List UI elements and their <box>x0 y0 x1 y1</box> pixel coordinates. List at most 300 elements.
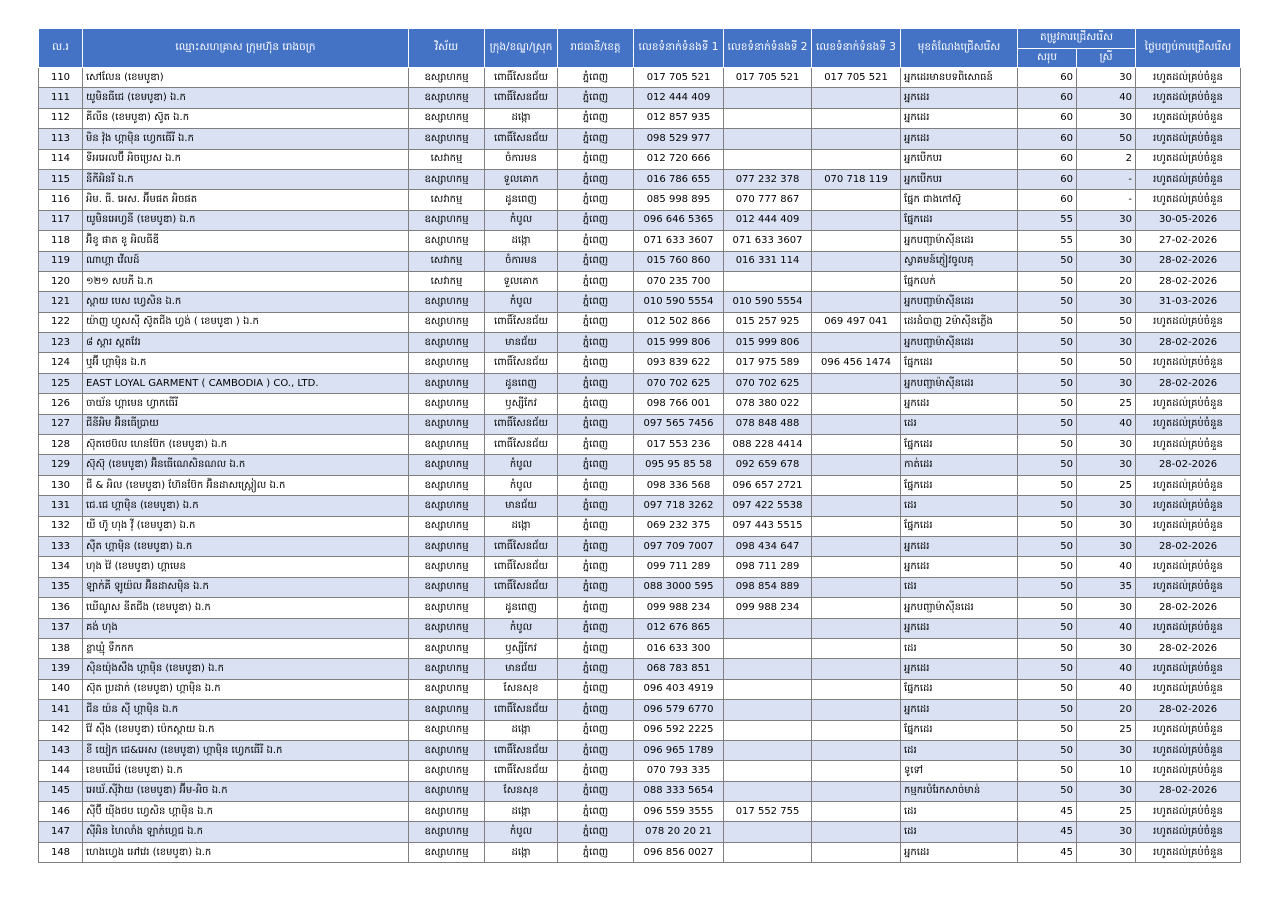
cell-deadline: រហូតដល់គ្រប់ចំនួន <box>1136 190 1241 210</box>
cell-phone2 <box>724 720 812 740</box>
cell-no: 120 <box>39 271 83 291</box>
cell-phone2 <box>724 618 812 638</box>
cell-name: សៅលែន (ខេមបូឌា) <box>83 68 409 88</box>
cell-province: ភ្នំពេញ <box>558 802 634 822</box>
cell-female: 40 <box>1077 679 1136 699</box>
table-row <box>39 700 1241 720</box>
header-recruit: តម្រូវការជ្រើសរើស <box>1018 29 1136 49</box>
cell-phone1: 015 999 806 <box>634 333 724 353</box>
cell-deadline: រហូតដល់គ្រប់ចំនួន <box>1136 108 1241 128</box>
cell-deadline: រហូតដល់គ្រប់ចំនួន <box>1136 394 1241 414</box>
cell-deadline: រហូតដល់គ្រប់ចំនួន <box>1136 475 1241 495</box>
table-row <box>39 679 1241 699</box>
cell-deadline: រហូតដល់គ្រប់ចំនួន <box>1136 618 1241 638</box>
cell-female: - <box>1077 190 1136 210</box>
cell-no: 121 <box>39 292 83 312</box>
cell-phone3 <box>812 251 901 271</box>
cell-province: ភ្នំពេញ <box>558 292 634 312</box>
cell-phone2 <box>724 842 812 862</box>
cell-total: 50 <box>1018 781 1077 801</box>
cell-deadline: រហូតដល់គ្រប់ចំនួន <box>1136 802 1241 822</box>
cell-no: 124 <box>39 353 83 373</box>
cell-province: ភ្នំពេញ <box>558 475 634 495</box>
table-row <box>39 740 1241 760</box>
cell-province: ភ្នំពេញ <box>558 169 634 189</box>
cell-total: 50 <box>1018 271 1077 291</box>
cell-no: 118 <box>39 231 83 251</box>
cell-female: 25 <box>1077 475 1136 495</box>
cell-phone2 <box>724 659 812 679</box>
cell-name: ចាយ័ន ហ្គាមេន ហ្វាកធើរី <box>83 394 409 414</box>
table-row <box>39 129 1241 149</box>
cell-province: ភ្នំពេញ <box>558 536 634 556</box>
cell-total: 45 <box>1018 802 1077 822</box>
cell-position: ដេរ <box>901 740 1018 760</box>
cell-sector: សេវាកម្ម <box>409 251 485 271</box>
cell-deadline: រហូតដល់គ្រប់ចំនួន <box>1136 761 1241 781</box>
cell-district: ពោធិ៍សែនជ័យ <box>485 129 558 149</box>
cell-name: ជេ.ជេ ហ្គាម៉ិន (ខេមបូឌា) ឯ.ក <box>83 496 409 516</box>
cell-district: ពោធិ៍សែនជ័យ <box>485 435 558 455</box>
cell-province: ភ្នំពេញ <box>558 516 634 536</box>
table-row <box>39 231 1241 251</box>
cell-district: ឫស្សីកែវ <box>485 638 558 658</box>
cell-phone2 <box>724 740 812 760</box>
cell-position: អ្នកបញ្ជាម៉ាស៊ីនដេរ <box>901 598 1018 618</box>
cell-no: 144 <box>39 761 83 781</box>
cell-no: 147 <box>39 822 83 842</box>
cell-name: ខេមឃើរ៉េ (ខេមបូឌា) ឯ.ក <box>83 761 409 781</box>
cell-female: 2 <box>1077 149 1136 169</box>
cell-sector: ឧស្សាហកម្ម <box>409 210 485 230</box>
cell-province: ភ្នំពេញ <box>558 557 634 577</box>
cell-position: ស្វាគមន៍ភ្ញៀវចូលគុ <box>901 251 1018 271</box>
cell-phone1: 016 633 300 <box>634 638 724 658</box>
table-row <box>39 638 1241 658</box>
cell-no: 145 <box>39 781 83 801</box>
cell-phone3 <box>812 536 901 556</box>
header-district: ក្រុង/ខណ្ឌ/ស្រុក <box>485 29 558 68</box>
cell-deadline: រហូតដល់គ្រប់ចំនួន <box>1136 516 1241 536</box>
cell-sector: ឧស្សាហកម្ម <box>409 394 485 414</box>
cell-phone3 <box>812 129 901 149</box>
cell-total: 50 <box>1018 761 1077 781</box>
cell-phone1: 098 336 568 <box>634 475 724 495</box>
cell-phone2: 012 444 409 <box>724 210 812 230</box>
cell-total: 50 <box>1018 598 1077 618</box>
cell-total: 50 <box>1018 659 1077 679</box>
cell-phone3: 070 718 119 <box>812 169 901 189</box>
table-row <box>39 536 1241 556</box>
cell-phone3 <box>812 557 901 577</box>
cell-position: ដេរដំបាញ 2ម៉ាស៊ីនភ្លើង <box>901 312 1018 332</box>
cell-phone1: 098 766 001 <box>634 394 724 414</box>
cell-female: 25 <box>1077 720 1136 740</box>
cell-province: ភ្នំពេញ <box>558 496 634 516</box>
cell-phone2 <box>724 781 812 801</box>
cell-no: 137 <box>39 618 83 638</box>
cell-deadline: 28-02-2026 <box>1136 333 1241 353</box>
cell-sector: សេវាកម្ម <box>409 149 485 169</box>
cell-phone1: 099 988 234 <box>634 598 724 618</box>
cell-phone2 <box>724 271 812 291</box>
cell-deadline: រហូតដល់គ្រប់ចំនួន <box>1136 312 1241 332</box>
cell-sector: ឧស្សាហកម្ម <box>409 333 485 353</box>
cell-name: ស៊ឺត ហ្គាម៉ិន (ខេមបូឌា) ឯ.ក <box>83 536 409 556</box>
cell-phone1: 096 856 0027 <box>634 842 724 862</box>
cell-female: 30 <box>1077 516 1136 536</box>
cell-female: 50 <box>1077 353 1136 373</box>
cell-phone3 <box>812 292 901 312</box>
cell-no: 123 <box>39 333 83 353</box>
table-row <box>39 496 1241 516</box>
cell-no: 117 <box>39 210 83 230</box>
cell-name: យ៉ាញ ហ្វូសស៊ី ស៊ូតជីង ហ្វង់ ( ខេមបូឌា ) ឯ.ក <box>83 312 409 332</box>
cell-phone3 <box>812 679 901 699</box>
cell-phone1: 088 333 5654 <box>634 781 724 801</box>
table-row <box>39 333 1241 353</box>
cell-deadline: រហូតដល់គ្រប់ចំនួន <box>1136 68 1241 88</box>
table-row <box>39 190 1241 210</box>
cell-phone2: 017 705 521 <box>724 68 812 88</box>
cell-no: 135 <box>39 577 83 597</box>
cell-district: ពោធិ៍សែនជ័យ <box>485 312 558 332</box>
cell-total: 50 <box>1018 618 1077 638</box>
cell-no: 129 <box>39 455 83 475</box>
cell-name: ឡាក់គី ឡូយ៉ល អ៊ិនដាសម៉ិន ឯ.ក <box>83 577 409 597</box>
cell-position: អ្នកដេរ <box>901 700 1018 720</box>
cell-total: 50 <box>1018 475 1077 495</box>
cell-no: 131 <box>39 496 83 516</box>
cell-phone3 <box>812 435 901 455</box>
cell-province: ភ្នំពេញ <box>558 251 634 271</box>
cell-deadline: រហូតដល់គ្រប់ចំនួន <box>1136 435 1241 455</box>
cell-phone1: 071 633 3607 <box>634 231 724 251</box>
cell-phone3 <box>812 781 901 801</box>
cell-no: 133 <box>39 536 83 556</box>
cell-phone2 <box>724 88 812 108</box>
cell-province: ភ្នំពេញ <box>558 231 634 251</box>
table-row <box>39 149 1241 169</box>
cell-sector: ឧស្សាហកម្ម <box>409 802 485 822</box>
cell-phone2 <box>724 700 812 720</box>
cell-phone2: 099 988 234 <box>724 598 812 618</box>
cell-district: ទួលគោក <box>485 271 558 291</box>
cell-position: ផ្នែកដេរ <box>901 516 1018 536</box>
cell-province: ភ្នំពេញ <box>558 271 634 291</box>
cell-phone3 <box>812 638 901 658</box>
cell-name: ស៊ុស៊ុ (ខេមបូឌា) អ៊ិនធើណេសិនណល ឯ.ក <box>83 455 409 475</box>
cell-no: 110 <box>39 68 83 88</box>
cell-sector: ឧស្សាហកម្ម <box>409 435 485 455</box>
cell-position: អ្នកដេរ <box>901 88 1018 108</box>
cell-phone3 <box>812 496 901 516</box>
cell-position: អ្នកដេរ <box>901 618 1018 638</box>
cell-phone3 <box>812 740 901 760</box>
cell-name: យូមិនធីជេ (ខេមបូឌា) ឯ.ក <box>83 88 409 108</box>
cell-position: ផ្នែកដេរ <box>901 353 1018 373</box>
cell-deadline: រហូតដល់គ្រប់ចំនួន <box>1136 169 1241 189</box>
cell-deadline: រហូតដល់គ្រប់ចំនួន <box>1136 88 1241 108</box>
table-row <box>39 394 1241 414</box>
cell-female: 25 <box>1077 802 1136 822</box>
cell-province: ភ្នំពេញ <box>558 68 634 88</box>
table-row <box>39 414 1241 434</box>
cell-deadline: 27-02-2026 <box>1136 231 1241 251</box>
cell-position: អ្នកបើកបរ <box>901 169 1018 189</box>
cell-province: ភ្នំពេញ <box>558 190 634 210</box>
cell-female: 30 <box>1077 251 1136 271</box>
cell-sector: ឧស្សាហកម្ម <box>409 353 485 373</box>
cell-deadline: 28-02-2026 <box>1136 781 1241 801</box>
cell-female: 30 <box>1077 455 1136 475</box>
cell-phone3: 096 456 1474 <box>812 353 901 373</box>
cell-phone1: 068 783 851 <box>634 659 724 679</box>
cell-district: ពោធិ៍សែនជ័យ <box>485 353 558 373</box>
cell-position: អ្នកបញ្ជាម៉ាស៊ីនដេរ <box>901 373 1018 393</box>
cell-total: 50 <box>1018 638 1077 658</box>
cell-province: ភ្នំពេញ <box>558 659 634 679</box>
cell-name: ណាហ្គា វើលដ៍ <box>83 251 409 271</box>
cell-name: ខ្លាឃ្មុំ ទឹកកក <box>83 638 409 658</box>
cell-deadline: រហូតដល់គ្រប់ចំនួន <box>1136 659 1241 679</box>
cell-female: 30 <box>1077 496 1136 516</box>
cell-district: កំបូល <box>485 455 558 475</box>
cell-province: ភ្នំពេញ <box>558 414 634 434</box>
cell-phone3 <box>812 373 901 393</box>
cell-district: កំបូល <box>485 475 558 495</box>
cell-phone1: 012 720 666 <box>634 149 724 169</box>
cell-female: 30 <box>1077 740 1136 760</box>
cell-name: ហេងហ្វេង អៅវេរ (ខេមបូឌា) ឯ.ក <box>83 842 409 862</box>
cell-name: នីកីអិនរី ឯ.ក <box>83 169 409 189</box>
cell-no: 148 <box>39 842 83 862</box>
cell-district: ដូនពេញ <box>485 598 558 618</box>
cell-total: 50 <box>1018 516 1077 536</box>
cell-province: ភ្នំពេញ <box>558 598 634 618</box>
cell-position: ដេរ <box>901 577 1018 597</box>
cell-female: 30 <box>1077 373 1136 393</box>
cell-phone1: 010 590 5554 <box>634 292 724 312</box>
cell-province: ភ្នំពេញ <box>558 720 634 740</box>
cell-sector: ឧស្សាហកម្ម <box>409 68 485 88</box>
cell-phone2: 015 257 925 <box>724 312 812 332</box>
cell-no: 138 <box>39 638 83 658</box>
cell-sector: ឧស្សាហកម្ម <box>409 312 485 332</box>
table-row <box>39 557 1241 577</box>
cell-province: ភ្នំពេញ <box>558 740 634 760</box>
cell-name: ទីអអេលប៊ី អិចប្រេស ឯ.ក <box>83 149 409 169</box>
cell-position: ដេរ <box>901 496 1018 516</box>
table-row <box>39 210 1241 230</box>
cell-phone3 <box>812 231 901 251</box>
table-row <box>39 598 1241 618</box>
cell-phone3 <box>812 761 901 781</box>
cell-deadline: រហូតដល់គ្រប់ចំនួន <box>1136 149 1241 169</box>
cell-deadline: 28-02-2026 <box>1136 700 1241 720</box>
cell-no: 130 <box>39 475 83 495</box>
cell-phone2 <box>724 149 812 169</box>
cell-district: ពោធិ៍សែនជ័យ <box>485 88 558 108</box>
cell-position: កាត់ដេរ <box>901 455 1018 475</box>
cell-no: 116 <box>39 190 83 210</box>
cell-sector: សេវាកម្ម <box>409 190 485 210</box>
cell-deadline: រហូតដល់គ្រប់ចំនួន <box>1136 129 1241 149</box>
cell-total: 50 <box>1018 414 1077 434</box>
header-female: ស្រី <box>1077 49 1136 68</box>
cell-female: 10 <box>1077 761 1136 781</box>
cell-deadline: 28-02-2026 <box>1136 638 1241 658</box>
cell-phone3 <box>812 333 901 353</box>
cell-district: ដង្កោ <box>485 231 558 251</box>
cell-phone3 <box>812 577 901 597</box>
cell-phone3 <box>812 700 901 720</box>
cell-total: 60 <box>1018 190 1077 210</box>
cell-female: 30 <box>1077 822 1136 842</box>
cell-phone3 <box>812 271 901 291</box>
cell-position: ផ្នែកដេរ <box>901 210 1018 230</box>
table-row <box>39 353 1241 373</box>
cell-sector: ឧស្សាហកម្ម <box>409 129 485 149</box>
cell-district: ឫស្សីកែវ <box>485 394 558 414</box>
cell-total: 50 <box>1018 557 1077 577</box>
cell-district: ពោធិ៍សែនជ័យ <box>485 536 558 556</box>
cell-total: 50 <box>1018 740 1077 760</box>
cell-phone2 <box>724 822 812 842</box>
header-province: រាជធានី/ខេត្ត <box>558 29 634 68</box>
cell-no: 122 <box>39 312 83 332</box>
cell-sector: ឧស្សាហកម្ម <box>409 659 485 679</box>
cell-sector: ឧស្សាហកម្ម <box>409 842 485 862</box>
cell-province: ភ្នំពេញ <box>558 638 634 658</box>
cell-female: 40 <box>1077 414 1136 434</box>
cell-sector: ឧស្សាហកម្ម <box>409 475 485 495</box>
cell-female: 30 <box>1077 292 1136 312</box>
table-row <box>39 169 1241 189</box>
cell-phone1: 070 702 625 <box>634 373 724 393</box>
cell-name: ស្តាយ បេស ហ្វេសិន ឯ.ក <box>83 292 409 312</box>
cell-sector: ឧស្សាហកម្ម <box>409 618 485 638</box>
cell-phone2: 017 975 589 <box>724 353 812 373</box>
cell-province: ភ្នំពេញ <box>558 761 634 781</box>
cell-sector: ឧស្សាហកម្ម <box>409 373 485 393</box>
cell-deadline: 31-03-2026 <box>1136 292 1241 312</box>
cell-female: 40 <box>1077 88 1136 108</box>
cell-province: ភ្នំពេញ <box>558 312 634 332</box>
cell-position: អ្នកដេរមានបទពិសោធន៍ <box>901 68 1018 88</box>
cell-phone3 <box>812 720 901 740</box>
cell-district: ដង្កោ <box>485 516 558 536</box>
cell-no: 146 <box>39 802 83 822</box>
cell-phone3 <box>812 516 901 536</box>
cell-district: ដង្កោ <box>485 108 558 128</box>
cell-district: កំបូល <box>485 210 558 230</box>
table-row <box>39 781 1241 801</box>
cell-total: 50 <box>1018 455 1077 475</box>
cell-deadline: រហូតដល់គ្រប់ចំនួន <box>1136 740 1241 760</box>
cell-district: ពោធិ៍សែនជ័យ <box>485 68 558 88</box>
cell-district: ដូនពេញ <box>485 373 558 393</box>
cell-district: កំបូល <box>485 292 558 312</box>
cell-phone2: 070 702 625 <box>724 373 812 393</box>
cell-no: 115 <box>39 169 83 189</box>
cell-phone1: 012 444 409 <box>634 88 724 108</box>
cell-phone2: 070 777 867 <box>724 190 812 210</box>
cell-total: 50 <box>1018 679 1077 699</box>
cell-phone2 <box>724 638 812 658</box>
cell-position: ផ្នែកដេរ <box>901 475 1018 495</box>
cell-sector: ឧស្សាហកម្ម <box>409 761 485 781</box>
cell-phone1: 088 3000 595 <box>634 577 724 597</box>
cell-district: មានជ័យ <box>485 496 558 516</box>
cell-phone1: 015 760 860 <box>634 251 724 271</box>
header-deadline: ថ្ងៃបញ្ចប់ការជ្រើសរើស <box>1136 29 1241 68</box>
cell-position: អ្នកដេរ <box>901 129 1018 149</box>
cell-no: 134 <box>39 557 83 577</box>
cell-no: 141 <box>39 700 83 720</box>
header-phone3: លេខទំនាក់ទំនងទី 3 <box>812 29 901 68</box>
cell-phone2 <box>724 129 812 149</box>
cell-province: ភ្នំពេញ <box>558 842 634 862</box>
table-row <box>39 68 1241 88</box>
table-body <box>39 68 1241 863</box>
table-row <box>39 271 1241 291</box>
cell-position: ផ្នែកដេរ <box>901 435 1018 455</box>
cell-sector: ឧស្សាហកម្ម <box>409 536 485 556</box>
cell-province: ភ្នំពេញ <box>558 435 634 455</box>
cell-district: ចំការមន <box>485 149 558 169</box>
cell-district: ដង្កោ <box>485 720 558 740</box>
cell-deadline: 28-02-2026 <box>1136 455 1241 475</box>
header-name: ឈ្មោះសហគ្រាស ក្រុមហ៊ុន រោងចក្រ <box>83 29 409 68</box>
cell-total: 50 <box>1018 700 1077 720</box>
cell-phone2: 010 590 5554 <box>724 292 812 312</box>
cell-sector: ឧស្សាហកម្ម <box>409 577 485 597</box>
table-row <box>39 516 1241 536</box>
cell-total: 60 <box>1018 129 1077 149</box>
cell-sector: ឧស្សាហកម្ម <box>409 414 485 434</box>
cell-phone3 <box>812 455 901 475</box>
cell-phone1: 096 579 6770 <box>634 700 724 720</box>
cell-name: យូមិនអេហ្វនី (ខេមបូឌា) ឯ.ក <box>83 210 409 230</box>
cell-phone1: 098 529 977 <box>634 129 724 149</box>
cell-sector: ឧស្សាហកម្ម <box>409 108 485 128</box>
cell-phone2 <box>724 679 812 699</box>
cell-province: ភ្នំពេញ <box>558 781 634 801</box>
cell-total: 45 <box>1018 822 1077 842</box>
cell-total: 50 <box>1018 435 1077 455</box>
table-row <box>39 475 1241 495</box>
cell-province: ភ្នំពេញ <box>558 455 634 475</box>
cell-female: 30 <box>1077 108 1136 128</box>
cell-sector: ឧស្សាហកម្ម <box>409 169 485 189</box>
cell-district: សែនសុខ <box>485 781 558 801</box>
cell-phone1: 099 711 289 <box>634 557 724 577</box>
cell-phone1: 016 786 655 <box>634 169 724 189</box>
cell-province: ភ្នំពេញ <box>558 679 634 699</box>
cell-phone2: 096 657 2721 <box>724 475 812 495</box>
cell-phone3: 017 705 521 <box>812 68 901 88</box>
cell-total: 50 <box>1018 251 1077 271</box>
cell-phone1: 085 998 895 <box>634 190 724 210</box>
cell-position: អ្នកដេរ <box>901 842 1018 862</box>
cell-total: 50 <box>1018 496 1077 516</box>
cell-total: 50 <box>1018 577 1077 597</box>
table-row <box>39 88 1241 108</box>
cell-name: ហុង វ៉ៃ (ខេមបូឌា) ហ្គាមេន <box>83 557 409 577</box>
cell-province: ភ្នំពេញ <box>558 394 634 414</box>
cell-name: អ៊ិខូ ផាត ខូ អិលធីឌី <box>83 231 409 251</box>
